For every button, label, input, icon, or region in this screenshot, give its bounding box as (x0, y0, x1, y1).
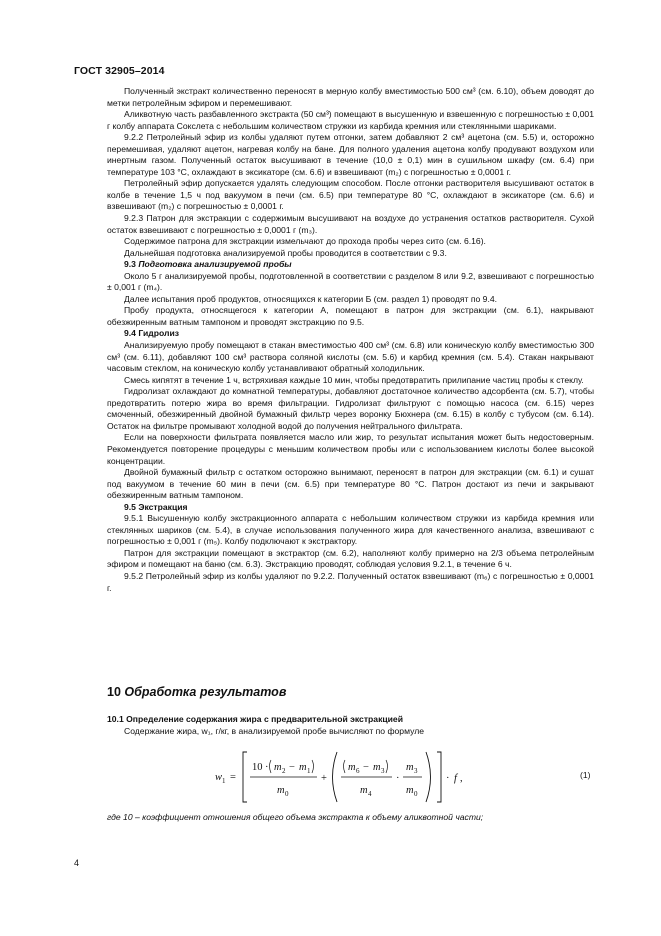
formula-subscript: 3 (414, 767, 418, 775)
subsection-title: Подготовка анализируемой пробы (138, 259, 292, 270)
paragraph: 9.2.2 Петролейный эфир из колбы удаляют путем отгонки, затем добавляют 2 см³ ацетона (см. 5.5) и, осторожно перемешивая, удаляют ацетон, нагревая колбу на бане. Для полного удаления ацетона колбу продувают воздухом или инертным газом. Полученный остаток высушивают в течение (10,0 ± 0,1) мин в сушильном шкафу (см. 6.4) при температуре 103 °С, охлаждают в эксикаторе (см. 6.6) и взвешивают (m₂) с погрешностью ± 0,0001 г. (107, 132, 594, 177)
formula-paren (312, 760, 314, 773)
paragraph: Анализируемую пробу помещают в стакан вместимостью 400 см³ (см. 6.8) или коническую колбу вместимостью 300 см³ (см. 6.11), добавляют 100 см³ раствора соляной кислоты (см. 5.6) и карбид кремния (см. 5.4). Стакан накрывают часовым стеклом, на коническую колбу устанавливают обратный холодильник. (107, 340, 594, 374)
formula-operator: · (396, 773, 400, 784)
paragraph: 9.5.2 Петролейный эфир из колбы удаляют по 9.2.2. Полученный остаток взвешивают (m₆) с погрешностью ± 0,0001 г. (107, 570, 594, 593)
formula-subscript: 4 (368, 790, 372, 798)
formula-paren-right (426, 752, 431, 802)
formula-paren (344, 760, 346, 773)
paragraph: 9.5.1 Высушенную колбу экстракционного аппарата с небольшим количеством стружки из карбида кремния или стеклянных шариков (см. 5.4), в случае использования полученного жира для качественного анализа, взвешивают с погрешностью ± 0,001 г (m₅). Колбу подключают к экстрактору. (107, 513, 594, 547)
formula-paren (270, 760, 272, 773)
paragraph: Дальнейшая подготовка анализируемой пробы проводится в соответствии с 9.3. (124, 247, 447, 258)
formula-subscript: 2 (282, 767, 286, 775)
section-10-heading (107, 685, 286, 699)
paragraph: Около 5 г анализируемой пробы, подготовленной в соответствии с разделом 8 или 9.2, взвешивают с погрешностью ± 0,001 г (m₄). (107, 270, 594, 293)
formula-term: m (373, 762, 381, 773)
formula-intro: Содержание жира, w₁, г/кг, в анализируемой пробе вычисляют по формуле (124, 725, 424, 736)
subsection-9-4-heading: 9.4 Гидролиз (124, 328, 180, 339)
formula-subscript: 3 (381, 767, 385, 775)
section-number: 10 (107, 685, 121, 699)
formula-subscript: 6 (356, 767, 360, 775)
body-text (107, 86, 594, 594)
subsection-number: 9.3 (124, 259, 136, 270)
formula-term: m (348, 762, 356, 773)
formula-term: 10 (252, 762, 263, 773)
paragraph: 9.2.3 Патрон для экстракции с содержимым высушивают на воздухе до устранения остатков растворителя. Сухой остаток взвешивают с погрешностью ± 0,0001 г (m₃). (107, 213, 594, 235)
paragraph: Пробу продукта, относящегося к категории А, помещают в патрон для экстракции (см. 6.1), накрывают обезжиренным ватным тампоном и проводят экстракцию по 9.5. (107, 305, 594, 327)
formula-subscript: 0 (285, 790, 289, 798)
formula-operator: − (363, 762, 369, 773)
standard-header: ГОСТ 32905–2014 (74, 65, 165, 77)
formula-subscript: 1 (307, 767, 311, 775)
paragraph: Гидролизат охлаждают до комнатной температуры, добавляют достаточное количество адсорбента (см. 5.7), чтобы предотвратить потерю жира во время фильтрации. Гидролизат фильтруют с помощью насоса (см. 6.15) через смоченный, обезжиренный двойной бумажный фильтр через воронку Бюхнера (см. 6.15) в колбу с тубусом (см. 6.14). Остаток на фильтре промывают холодной водой до получения нейтрального фильтрата. (107, 386, 594, 431)
formula-lhs: w (215, 772, 223, 783)
paragraph: Аликвотную часть разбавленного экстракта (50 см³) помещают в высушенную и взвешенную с погрешностью ± 0,001 г колбу аппарата Сокслета с небольшим количеством стружки из карбида кремния или стеклянными шариками. (107, 109, 594, 131)
paragraph: Двойной бумажный фильтр с остатком осторожно вынимают, переносят в патрон для экстракции (см. 6.1) и сушат под вакуумом в течение 60 мин в печи (см. 6.5) при температуре 80 °С. Патрон достают из печи и закрывают обезжиренным ватным тампоном. (107, 467, 594, 501)
paragraph: Полученный экстракт количественно переносят в мерную колбу вместимостью 500 см³ (см. 6.10), объем доводят до метки петролейным эфиром и перемешивают. (107, 86, 594, 108)
formula-operator: + (321, 773, 327, 784)
paragraph: Далее испытания проб продуктов, относящихся к категории Б (см. раздел 1) проводят по 9.4. (124, 293, 498, 304)
formula-term: m (274, 762, 282, 773)
formula-punct: , (460, 773, 463, 784)
formula-operator: − (289, 762, 295, 773)
formula-operator: · (265, 762, 269, 773)
formula-term: m (360, 785, 368, 796)
formula-paren-left (333, 752, 338, 802)
paragraph: Содержимое патрона для экстракции измельчают до прохода пробы через сито (см. 6.16). (124, 236, 486, 247)
paragraph: Смесь кипятят в течение 1 ч, встряхивая каждые 10 мин, чтобы предотвратить прилипание частиц пробы к стеклу. (124, 374, 584, 385)
formula-term: m (406, 785, 414, 796)
subsection-9-5-heading: 9.5 Экстракция (124, 501, 188, 512)
formula-term: m (277, 785, 285, 796)
formula-operator: · (446, 773, 450, 784)
formula-term: f (454, 773, 457, 784)
formula-subscript: 1 (222, 777, 226, 785)
subsection-10-1-heading: 10.1 Определение содержания жира с предварительной экстракцией (107, 714, 403, 724)
formula-paren (386, 760, 388, 773)
fat-content-formula (215, 748, 595, 806)
formula-equals: = (230, 772, 236, 783)
section-title: Обработка результатов (124, 685, 287, 699)
formula-number: (1) (580, 770, 591, 780)
formula-term: m (299, 762, 307, 773)
page-number: 4 (74, 858, 80, 868)
subsection-10-1 (107, 714, 594, 737)
paragraph: Если на поверхности фильтрата появляется масло или жир, то результат испытания может быть недостоверным. Рекомендуется повторение процедуры с меньшим количеством пробы или с использованием кислоты более высокой концентрации. (107, 432, 594, 466)
formula-bracket-left (243, 752, 247, 802)
formula-subscript: 0 (414, 790, 418, 798)
formula-where-clause: где 10 – коэффициент отношения общего объема экстракта к объему аликвотной части; (107, 812, 484, 822)
formula-term: m (406, 762, 414, 773)
subsection-9-3-heading (107, 259, 594, 271)
paragraph: Петролейный эфир допускается удалять следующим способом. После отгонки растворителя высушивают остаток в колбе в течение 1,5 ч под вакуумом в печи (см. 6.5) при температуре 80 °С, охлаждают в эксикаторе (см. 6.6) и взвешивают (m₂) с погрешностью ± 0,0001 г. (107, 178, 594, 212)
formula-bracket-right (437, 752, 441, 802)
paragraph: Патрон для экстракции помещают в экстрактор (см. 6.2), наполняют колбу примерно на 2/3 объема петролейным эфиром и помещают на баню (см. 6.3). Экстракцию проводят, соблюдая условия 9.2.1, в течение 6 ч. (107, 547, 594, 570)
